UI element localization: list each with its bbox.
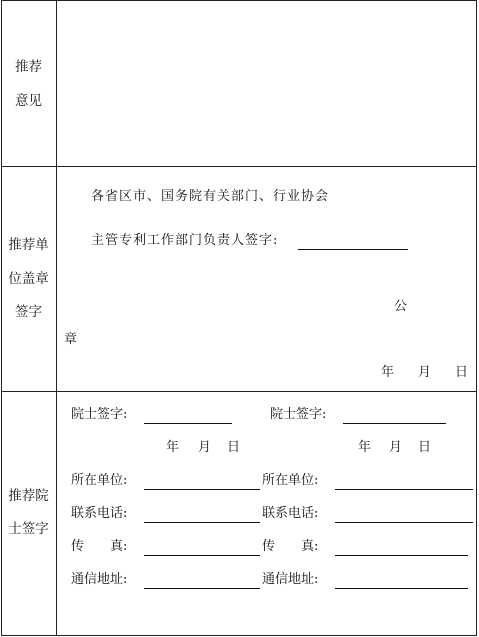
label-column-divider bbox=[56, 0, 57, 636]
fax-label-left: 传 真: bbox=[71, 539, 128, 554]
academician-label-line1: 推荐院 bbox=[8, 488, 49, 504]
unit-seal-label-line1: 推荐单 bbox=[8, 237, 49, 253]
phone-line-left[interactable] bbox=[144, 522, 260, 523]
phone-label-left: 联系电话: bbox=[71, 506, 128, 521]
phone-line-right[interactable] bbox=[335, 522, 473, 523]
unit-label-left: 所在单位: bbox=[71, 473, 128, 488]
fax-line-right[interactable] bbox=[335, 555, 468, 556]
address-label-right: 通信地址: bbox=[262, 572, 319, 587]
address-label-left: 通信地址: bbox=[71, 572, 128, 587]
row-divider-1 bbox=[1, 166, 477, 167]
academician-sign-label-right: 院士签字: bbox=[270, 407, 327, 422]
dept-head-sign-line[interactable] bbox=[298, 249, 408, 250]
dept-head-sign-label: 主管专利工作部门负责人签字: bbox=[91, 233, 279, 248]
recommend-opinion-label-line2: 意见 bbox=[15, 93, 42, 109]
row-divider-2 bbox=[1, 391, 477, 392]
unit-line-right[interactable] bbox=[335, 489, 473, 490]
seal-char-zhang: 章 bbox=[64, 332, 78, 347]
academician-sign-label-left: 院士签字: bbox=[71, 407, 128, 422]
recommend-opinion-field[interactable] bbox=[58, 2, 474, 164]
unit-date-year: 年 bbox=[381, 365, 395, 380]
unit-date-day: 日 bbox=[455, 365, 469, 380]
unit-line-left[interactable] bbox=[144, 489, 260, 490]
unit-seal-label-line3: 签字 bbox=[15, 304, 42, 320]
left-date-year: 年 bbox=[166, 440, 180, 455]
right-date-month: 月 bbox=[389, 440, 403, 455]
phone-label-right: 联系电话: bbox=[262, 506, 319, 521]
unit-seal-label-line2: 位盖章 bbox=[8, 271, 49, 287]
address-line-left[interactable] bbox=[144, 588, 260, 589]
org-line-text: 各省区市、国务院有关部门、行业协会 bbox=[91, 189, 330, 204]
academician-label-line2: 士签字 bbox=[8, 521, 49, 537]
fax-line-left[interactable] bbox=[144, 555, 260, 556]
left-date-day: 日 bbox=[227, 440, 241, 455]
unit-label-right: 所在单位: bbox=[262, 473, 319, 488]
unit-date-month: 月 bbox=[418, 365, 432, 380]
right-date-day: 日 bbox=[418, 440, 432, 455]
right-date-year: 年 bbox=[358, 440, 372, 455]
academician-sign-line-right[interactable] bbox=[343, 423, 446, 424]
left-date-month: 月 bbox=[198, 440, 212, 455]
recommend-opinion-label-line1: 推荐 bbox=[15, 59, 42, 75]
fax-label-right: 传 真: bbox=[262, 539, 319, 554]
address-line-right[interactable] bbox=[335, 588, 468, 589]
academician-sign-line-left[interactable] bbox=[144, 423, 232, 424]
seal-char-gong: 公 bbox=[394, 299, 408, 314]
